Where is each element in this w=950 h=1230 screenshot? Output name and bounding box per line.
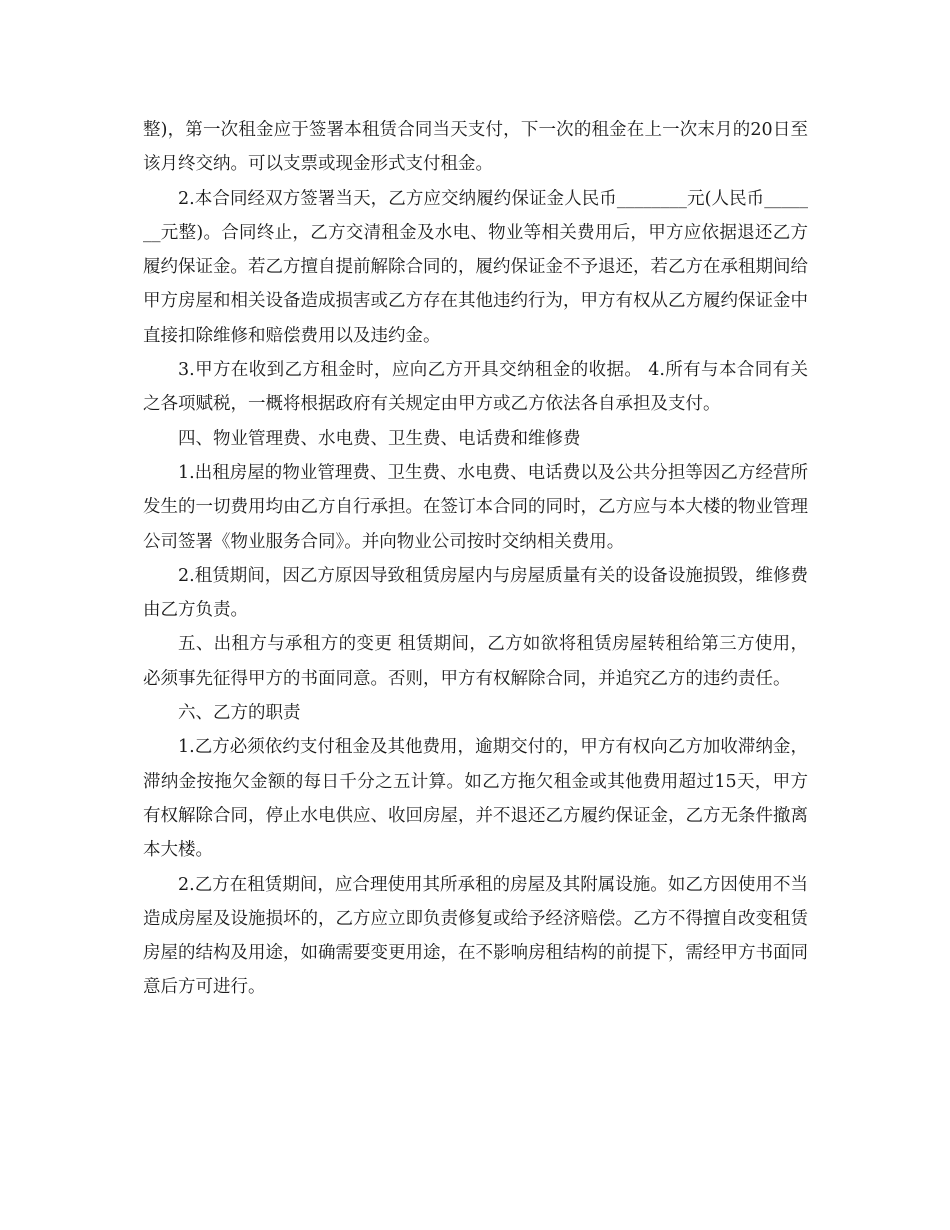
paragraph-rent-payment: 整)，第一次租金应于签署本租赁合同当天支付，下一次的租金在上一次末月的20日至该月终交纳。可以支票或现金形式支付租金。 <box>143 120 808 175</box>
paragraph-late-payment: 1.乙方必须依约支付租金及其他费用，逾期交付的，甲方有权向乙方加收滞纳金，滞纳金按拖欠金额的每日千分之五计算。如乙方拖欠租金或其他费用超过15天，甲方有权解除合同，停止水电供应、收回房屋，并不退还乙方履约保证金，乙方无条件撤离本大楼。 <box>143 737 808 861</box>
section-heading-lessee-duties: 六、乙方的职责 <box>178 703 301 724</box>
section-heading-sublease: 五、出租方与承租方的变更 租赁期间，乙方如欲将租赁房屋转租给第三方使用，必须事先征得甲方的书面同意。否则，甲方有权解除合同，并追究乙方的违约责任。 <box>143 634 808 689</box>
paragraph-receipt-taxes: 3.甲方在收到乙方租金时，应向乙方开具交纳租金的收据。 4.所有与本合同有关之各项赋税，一概将根据政府有关规定由甲方或乙方依法各自承担及支付。 <box>143 360 808 415</box>
paragraph-deposit: 2.本合同经双方签署当天，乙方应交纳履约保证金人民币________元(人民币_______元整)。合同终止，乙方交清租金及水电、物业等相关费用后，甲方应依据退还乙方履约保证金。若乙方擅自提前解除合同的，履约保证金不予退还，若乙方在承租期间给甲方房屋和相关设备造成损害或乙方存在其他违约行为，甲方有权从乙方履约保证金中直接扣除维修和赔偿费用以及违约金。 <box>143 188 808 346</box>
paragraph-property-fees: 1.出租房屋的物业管理费、卫生费、水电费、电话费以及公共分担等因乙方经营所发生的一切费用均由乙方自行承担。在签订本合同的同时，乙方应与本大楼的物业管理公司签署《物业服务合同》。并向物业公司按时交纳相关费用。 <box>143 462 808 552</box>
contract-body <box>143 113 808 1005</box>
paragraph-proper-use: 2.乙方在租赁期间，应合理使用其所承租的房屋及其附属设施。如乙方因使用不当造成房屋及设施损坏的，乙方应立即负责修复或给予经济赔偿。乙方不得擅自改变租赁房屋的结构及用途，如确需要变更用途，在不影响房租结构的前提下，需经甲方书面同意后方可进行。 <box>143 874 808 998</box>
paragraph-maintenance: 2.租赁期间，因乙方原因导致租赁房屋内与房屋质量有关的设备设施损毁，维修费由乙方负责。 <box>143 565 808 621</box>
section-heading-fees: 四、物业管理费、水电费、卫生费、电话费和维修费 <box>178 428 581 449</box>
